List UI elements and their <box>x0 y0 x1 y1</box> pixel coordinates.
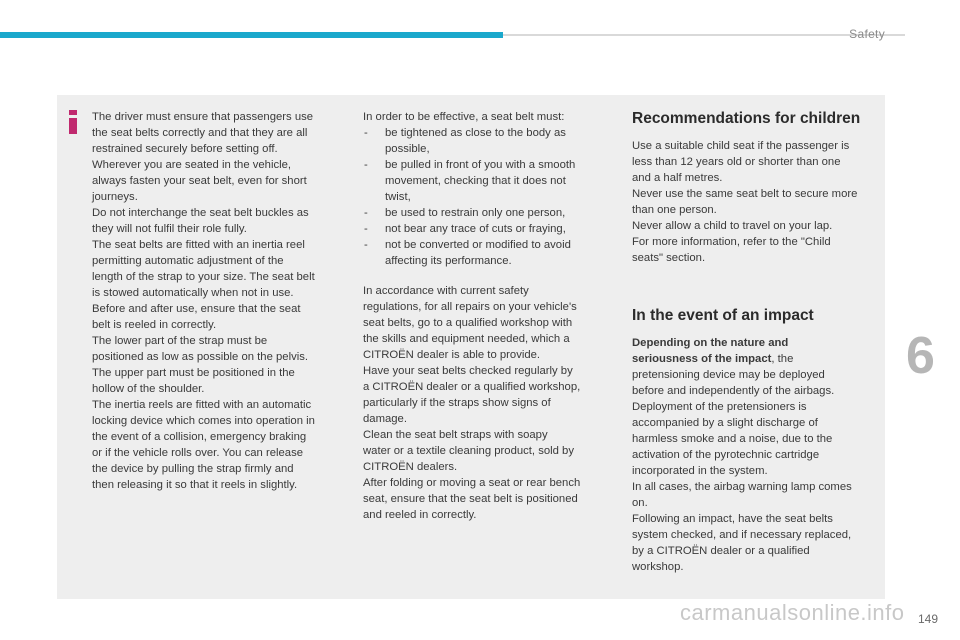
page-number: 149 <box>917 612 938 626</box>
text-line: The driver must ensure that passengers use <box>92 111 314 123</box>
text-line: Do not interchange the seat belt buckles as <box>92 207 309 219</box>
text-line: permitting automatic adjustment of the <box>92 255 284 267</box>
list-item-line: not be converted or modified to avoid <box>385 239 571 251</box>
list-dash: - <box>364 127 368 139</box>
text-line: After folding or moving a seat or rear bench <box>363 477 581 489</box>
text-line: regulations, for all repairs on your vehicle's <box>363 301 577 313</box>
impact-text <box>632 335 884 575</box>
text-line: or if the vehicle rolls over. You can release <box>92 447 303 459</box>
list-dash: - <box>364 159 368 171</box>
text-line: length of the strap to your size. The seat belt <box>92 271 315 283</box>
list-item-line: be used to restrain only one person, <box>385 207 566 219</box>
info-icon <box>68 110 78 132</box>
text-line: activation of the pyrotechnic cartridge <box>632 449 820 461</box>
text-line: Never allow a child to travel on your lap. <box>632 220 833 232</box>
text-line: Deployment of the pretensioners is <box>632 401 807 413</box>
text-line: CITROËN dealers. <box>363 461 458 473</box>
text-line: seat, ensure that the seat belt is positioned <box>363 493 578 505</box>
requirements-list <box>363 125 613 269</box>
text-line: a CITROËN dealer or a qualified workshop, <box>363 381 581 393</box>
text-line: Before and after use, ensure that the seat <box>92 303 301 315</box>
text-line: The lower part of the strap must be <box>92 335 268 347</box>
text-line: journeys. <box>92 191 138 203</box>
text-line: than one person. <box>632 204 717 216</box>
text-line: and reeled in correctly. <box>363 509 477 521</box>
text-line: the event of a collision, emergency braking <box>92 431 307 443</box>
text-line: positioned as low as possible on the pelvis. <box>92 351 309 363</box>
heading-event-of-impact: In the event of an impact <box>632 307 814 324</box>
text-line: Following an impact, have the seat belts <box>632 513 833 525</box>
text-line: then releasing it so that it reels in slightly. <box>92 479 298 491</box>
text-line: accompanied by a slight discharge of <box>632 417 818 429</box>
text-line: In all cases, the airbag warning lamp comes <box>632 481 852 493</box>
list-item <box>363 125 613 157</box>
text-line: incorporated in the system. <box>632 465 768 477</box>
list-dash: - <box>364 223 368 235</box>
text-line: pretensioning device may be deployed <box>632 369 825 381</box>
text-line: water or a textile cleaning product, sold by <box>363 445 574 457</box>
text-line: on. <box>632 497 648 509</box>
heading-recommendations-children: Recommendations for children <box>632 110 861 127</box>
list-dash: - <box>364 207 368 219</box>
list-item-line: twist, <box>385 191 411 203</box>
list-item-line: be pulled in front of you with a smooth <box>385 159 576 171</box>
info-text-column <box>92 109 350 493</box>
text-line: locking device which comes into operation in <box>92 415 315 427</box>
text-line: In accordance with current safety <box>363 285 529 297</box>
list-item <box>363 237 613 269</box>
maintenance-text <box>363 283 613 523</box>
list-item-line: affecting its performance. <box>385 255 512 267</box>
text-line: CITROËN dealer is able to provide. <box>363 349 541 361</box>
text-line: The seat belts are fitted with an inertia reel <box>92 239 305 251</box>
list-item <box>363 157 613 205</box>
list-item-line: movement, checking that it does not <box>385 175 566 187</box>
watermark: carmanualsonline.info <box>680 600 905 625</box>
text-line: For more information, refer to the "Child <box>632 236 831 248</box>
text-line: damage. <box>363 413 407 425</box>
text-line: restrained securely before setting off. <box>92 143 278 155</box>
text-line: less than 12 years old or shorter than one <box>632 156 841 168</box>
text-line: particularly if the straps show signs of <box>363 397 551 409</box>
children-text <box>632 138 884 266</box>
list-item <box>363 205 613 221</box>
impact-bold-suffix: , the <box>771 353 794 365</box>
text-line: the device by pulling the strap firmly and <box>92 463 294 475</box>
text-line: they will not fulfil their role fully. <box>92 223 247 235</box>
text-line: system checked, and if necessary replaced, <box>632 529 852 541</box>
header-accent-bar <box>0 32 503 38</box>
text-line: Never use the same seat belt to secure more <box>632 188 858 200</box>
list-dash: - <box>364 239 368 251</box>
section-title: Safety <box>849 27 885 41</box>
list-item-line: not bear any trace of cuts or fraying, <box>385 223 566 235</box>
requirements-intro: In order to be effective, a seat belt must: <box>363 111 565 123</box>
list-item <box>363 221 613 237</box>
text-line: workshop. <box>632 561 684 573</box>
text-line: by a CITROËN dealer or a qualified <box>632 545 810 557</box>
text-line: hollow of the shoulder. <box>92 383 205 395</box>
text-line: belt is reeled in correctly. <box>92 319 217 331</box>
impact-bold-line-2: seriousness of the impact <box>632 353 772 365</box>
chapter-number: 6 <box>906 327 935 385</box>
text-line: seats" section. <box>632 252 706 264</box>
text-line: harmless smoke and a noise, due to the <box>632 433 833 445</box>
header-rule <box>503 34 905 36</box>
list-item-line: possible, <box>385 143 430 155</box>
text-line: the seat belts correctly and that they are all <box>92 127 308 139</box>
text-line: is stowed automatically when not in use. <box>92 287 294 299</box>
text-line: The inertia reels are fitted with an automatic <box>92 399 312 411</box>
text-line: Clean the seat belt straps with soapy <box>363 429 548 441</box>
text-line: seat belts, go to a qualified workshop with <box>363 317 573 329</box>
impact-bold-line-1: Depending on the nature and <box>632 337 789 349</box>
text-line: before and independently of the airbags. <box>632 385 835 397</box>
list-item-line: be tightened as close to the body as <box>385 127 566 139</box>
text-line: and a half metres. <box>632 172 723 184</box>
text-line: Wherever you are seated in the vehicle, <box>92 159 292 171</box>
text-line: Have your seat belts checked regularly by <box>363 365 573 377</box>
children-and-impact-column <box>632 109 884 575</box>
text-line: the skills and equipment needed, which a <box>363 333 570 345</box>
text-line: Use a suitable child seat if the passenger is <box>632 140 850 152</box>
text-line: The upper part must be positioned in the <box>92 367 295 379</box>
seat-belt-requirements-column <box>363 109 613 523</box>
text-line: always fasten your seat belt, even for short <box>92 175 307 187</box>
